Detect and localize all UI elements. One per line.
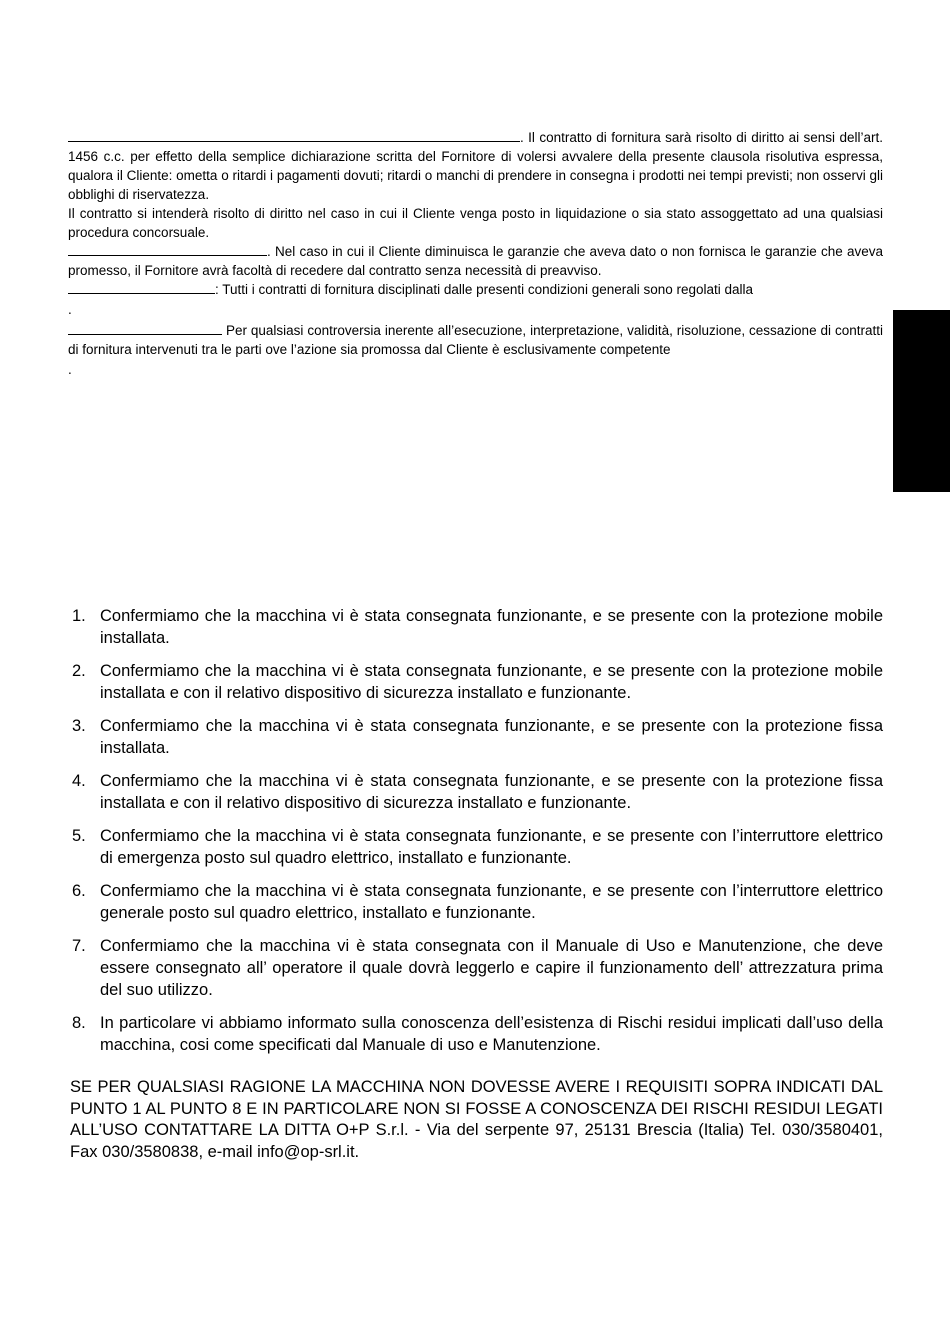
checklist-item: [72, 715, 883, 759]
redaction-box: [893, 310, 950, 492]
checklist-item-number: 6.: [72, 882, 86, 900]
checklist-item-text: Confermiamo che la macchina vi è stata consegnata funzionante, e se presente con la protezione mobile installata e con il relativo dispositivo di sicurezza installato e funzionante.: [100, 662, 883, 702]
clause-guarantees: [68, 242, 883, 280]
checklist-item-number: 3.: [72, 717, 86, 735]
checklist-item: [72, 880, 883, 924]
checklist-item-text: Confermiamo che la macchina vi è stata consegnata funzionante, e se presente con la protezione fissa installata e con il relativo dispositivo di sicurezza installato e funzionante.: [100, 772, 883, 812]
checklist-item-number: 7.: [72, 937, 86, 955]
checklist-item: [72, 605, 883, 649]
checklist-item-text: Confermiamo che la macchina vi è stata consegnata con il Manuale di Uso e Manutenzione, che deve essere consegnato all’ operatore il quale dovrà leggerlo e capire il funzionamento dell’ attrezzatura prima del suo utilizzo.: [100, 937, 883, 999]
clause-law-text: : Tutti i contratti di fornitura disciplinati dalle presenti condizioni generali sono regolati dalla: [215, 282, 754, 297]
checklist-item-text: In particolare vi abbiamo informato sulla conoscenza dell’esistenza di Rischi residui implicati dall’uso della macchina, cosi come specificati dal Manuale di uso e Manutenzione.: [100, 1014, 883, 1054]
clause-jurisdiction: [68, 321, 883, 359]
contract-clauses-section: [68, 128, 883, 381]
blank-line: [68, 242, 267, 256]
clause-jurisdiction-text: Per qualsiasi controversia inerente all’esecuzione, interpretazione, validità, risoluzione, cessazione di contratti di fornitura intervenuti tra le parti ove l’azione sia promossa dal Cliente è esclusivamente competente: [68, 323, 883, 357]
checklist-item-number: 5.: [72, 827, 86, 845]
checklist-item-number: 8.: [72, 1014, 86, 1032]
checklist-item-number: 1.: [72, 607, 86, 625]
clause-guarantees-text: . Nel caso in cui il Cliente diminuisca le garanzie che aveva dato o non fornisca le garanzie che aveva promesso, il Fornitore avrà facoltà di recedere dal contratto senza necessità di preavviso.: [68, 244, 883, 278]
clause-resolution-text: . Il contratto di fornitura sarà risolto di diritto ai sensi dell’art. 1456 c.c. per effetto della semplice dichiarazione scritta del Fornitore di volersi avvalere della presente clausola risolutiva espressa, qualora il Cliente: ometta o ritardi i pagamenti dovuti; ritardi o manchi di prendere in consegna i prodotti nei tempi previsti; non osservi gli obblighi di riservatezza.: [68, 130, 883, 202]
checklist-item-text: Confermiamo che la macchina vi è stata consegnata funzionante, e se presente con la protezione fissa installata.: [100, 717, 883, 757]
checklist-item: [72, 1012, 883, 1056]
warning-paragraph: SE PER QUALSIASI RAGIONE LA MACCHINA NON DOVESSE AVERE I REQUISITI SOPRA INDICATI DAL PUNTO 1 AL PUNTO 8 E IN PARTICOLARE NON SI FOSSE A CONOSCENZA DEI RISCHI RESIDUI LEGATI ALL’USO CONTATTARE LA DITTA O+P S.r.l. - Via del serpente 97, 25131 Brescia (Italia) Tel. 030/3580401, Fax 030/3580838, e-mail info@op-srl.it.: [70, 1078, 883, 1161]
blank-line: [68, 128, 520, 142]
clause-resolution: [68, 128, 883, 204]
blank-line: [68, 280, 215, 294]
checklist-item: [72, 825, 883, 869]
blank-line: [68, 321, 222, 335]
checklist-item-text: Confermiamo che la macchina vi è stata consegnata funzionante, e se presente con la protezione mobile installata.: [100, 607, 883, 647]
checklist-item: [72, 660, 883, 704]
checklist-item-number: 2.: [72, 662, 86, 680]
clause-law: [68, 280, 883, 299]
checklist-item: [72, 770, 883, 814]
checklist-item-text: Confermiamo che la macchina vi è stata consegnata funzionante, e se presente con l’interruttore elettrico generale posto sul quadro elettrico, installato e funzionante.: [100, 882, 883, 922]
clause-resolution-second: Il contratto si intenderà risolto di diritto nel caso in cui il Cliente venga posto in liquidazione o sia stato assoggettato ad una qualsiasi procedura concorsuale.: [68, 206, 883, 240]
clause-law-period: .: [68, 302, 72, 317]
checklist-item-text: Confermiamo che la macchina vi è stata consegnata funzionante, e se presente con l’interruttore elettrico di emergenza posto sul quadro elettrico, installato e funzionante.: [100, 827, 883, 867]
delivery-checklist: [72, 605, 883, 1067]
clause-jurisdiction-period: .: [68, 362, 72, 377]
checklist-item-number: 4.: [72, 772, 86, 790]
checklist-item: [72, 935, 883, 1001]
